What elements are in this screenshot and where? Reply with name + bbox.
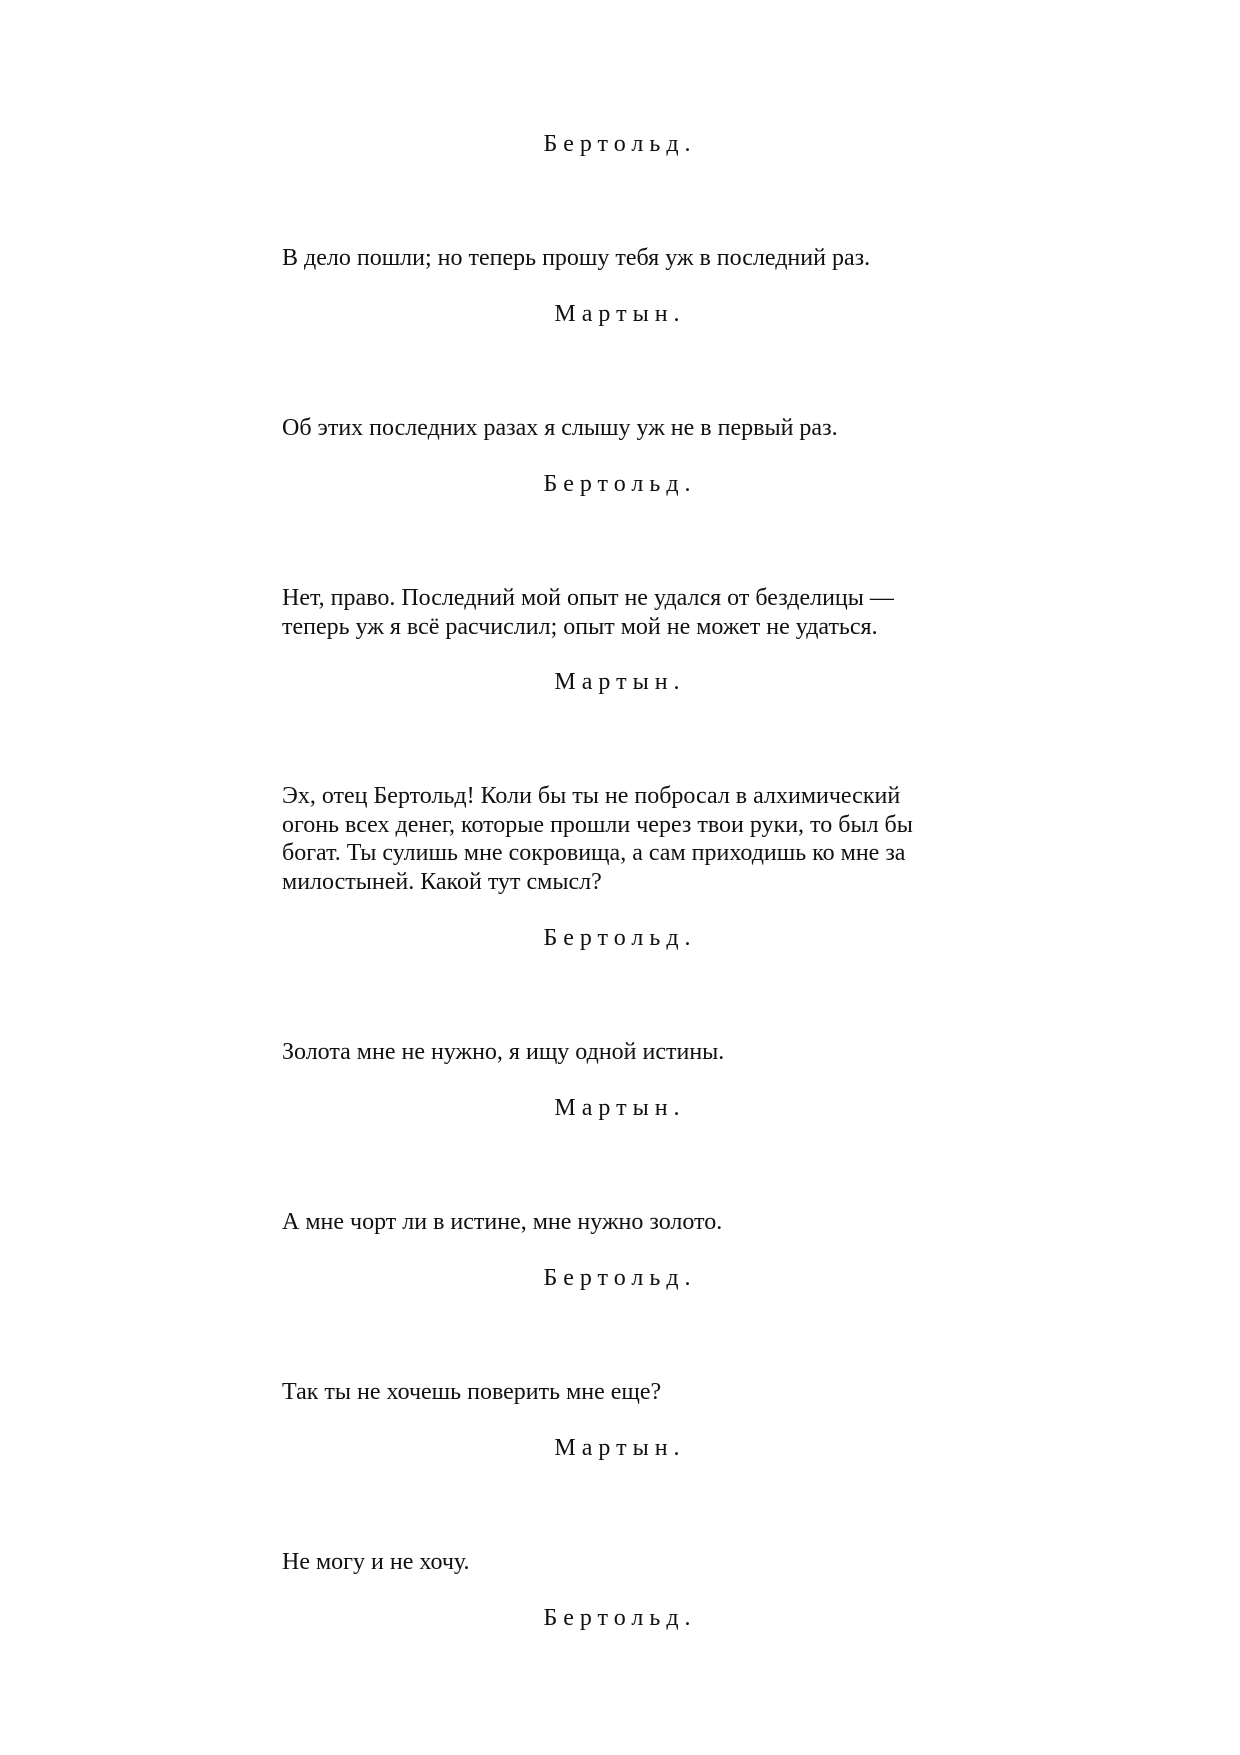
speaker-name: Бертольд.: [543, 925, 697, 951]
speaker-name: Бертольд.: [543, 471, 697, 497]
speech-line: Не могу и не хочу.: [282, 1549, 470, 1575]
speech-line: милостыней. Какой тут смысл?: [282, 868, 602, 895]
speech-line: теперь уж я всё расчислил; опыт мой не может не удаться.: [282, 613, 878, 640]
speaker-name: Бертольд.: [543, 1605, 697, 1631]
speech-line: Об этих последних разах я слышу уж не в первый раз.: [282, 415, 838, 441]
speech-text: [282, 244, 982, 273]
speaker-name: Бертольд.: [543, 131, 697, 157]
speaker-name: Мартын.: [554, 301, 686, 327]
speech-line: Нет, право. Последний мой опыт не удался от безделицы —: [282, 585, 894, 611]
speech-line: богат. Ты сулишь мне сокровища, а сам приходишь ко мне за: [282, 840, 906, 866]
speech-line: Эх, отец Бертольд! Коли бы ты не побросал в алхимический: [282, 783, 901, 809]
speaker-name: Бертольд.: [543, 1265, 697, 1291]
speech-line: В дело пошли; но теперь прошу тебя уж в последний раз.: [282, 245, 871, 271]
speaker-name: Мартын.: [554, 669, 686, 695]
speech-line: Золота мне не нужно, я ищу одной истины.: [282, 1039, 725, 1065]
speech-text: [282, 414, 982, 443]
speaker-name: Мартын.: [554, 1435, 686, 1461]
speech-text: [282, 1038, 982, 1067]
speaker-name: Мартын.: [554, 1095, 686, 1121]
speech-text: [282, 1548, 982, 1577]
speech-text: [282, 1378, 982, 1407]
speech-text: [282, 1208, 982, 1237]
speech-line: Так ты не хочешь поверить мне еще?: [282, 1379, 662, 1405]
speech-text: [282, 584, 982, 641]
speech-text: [282, 782, 982, 896]
speech-line: А мне чорт ли в истине, мне нужно золото.: [282, 1209, 723, 1235]
speech-line: огонь всех денег, которые прошли через твои руки, то был бы: [282, 811, 913, 838]
